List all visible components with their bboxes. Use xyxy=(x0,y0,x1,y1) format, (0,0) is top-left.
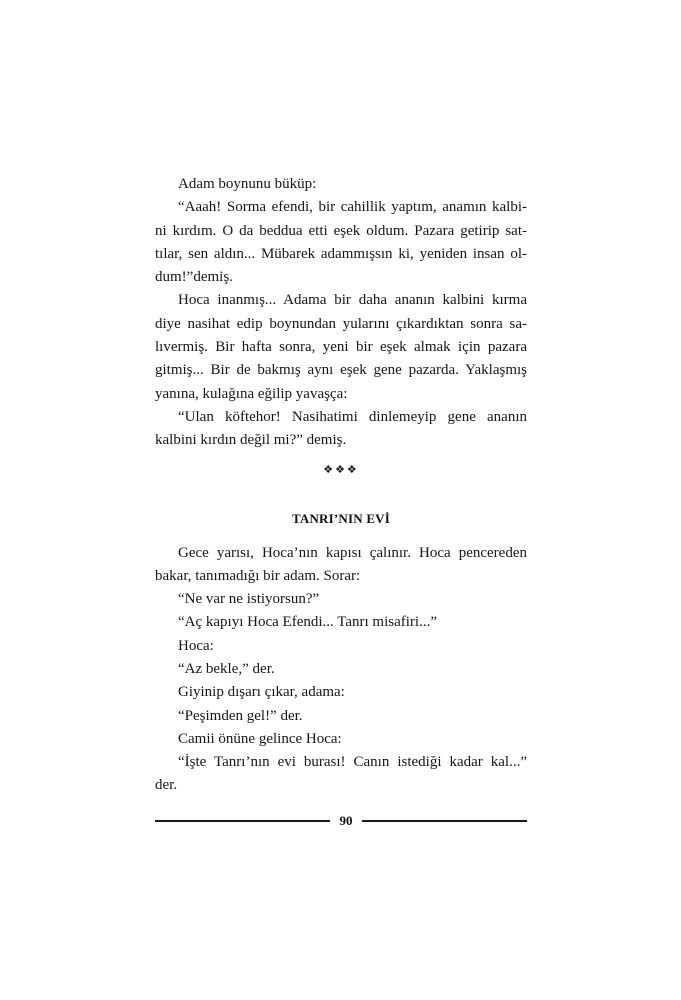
text-line: bakar, tanımadığı bir adam. Sorar: xyxy=(155,567,361,584)
text-line: kalbini kırdın değil mi?” demiş. xyxy=(155,432,347,449)
page-number: 90 xyxy=(339,813,353,828)
text-line: gitmiş... Bir de bakmış aynı eşek gene pazarda. Yaklaşmış xyxy=(155,362,527,379)
text-line: der. xyxy=(155,777,178,794)
text-line: diye nasihat edip boynundan yularını çıkardıktan sonra sa- xyxy=(155,315,527,332)
text-line: “Az bekle,” der. xyxy=(178,660,275,677)
story-section-1 xyxy=(155,173,527,453)
footer-rule-right xyxy=(362,820,527,822)
text-line: Hoca: xyxy=(178,637,214,654)
text-line: Adam boynunu büküp: xyxy=(178,176,317,192)
text-line: Gece yarısı, Hoca’nın kapısı çalınır. Hoca pencereden xyxy=(178,544,527,561)
story-section-2 xyxy=(155,542,527,798)
text-line: “Aaah! Sorma efendi, bir cahillik yaptım, anamın kalbi- xyxy=(178,199,527,216)
text-line: tılar, sen aldın... Mübarek adammışsın ki, yeniden insan ol- xyxy=(155,245,527,262)
text-line: Hoca inanmış... Adama bir daha ananın kalbini kırma xyxy=(178,292,527,309)
text-line: “Peşimden gel!” der. xyxy=(178,707,303,724)
text-line: Camii önüne gelince Hoca: xyxy=(178,730,342,747)
text-line: lıvermiş. Bir hafta sonra, yeni bir eşek almak için pazara xyxy=(155,339,527,356)
text-line: yanına, kulağına eğilip yavaşça: xyxy=(155,385,348,402)
text-line: Giyinip dışarı çıkar, adama: xyxy=(178,684,345,701)
text-line: ni kırdım. O da beddua etti eşek oldum. Pazara getirip sat- xyxy=(155,222,527,239)
text-line: “İşte Tanrı’nın evi burası! Canın istediği kadar kal...” xyxy=(178,754,527,771)
section-title: TANRI’NIN EVİ xyxy=(291,511,391,526)
text-line: dum!”demiş. xyxy=(155,269,233,286)
section-divider-ornament: ❖❖❖ xyxy=(323,463,359,476)
footer-rule-left xyxy=(155,820,330,822)
text-line: “Ulan köftehor! Nasihatimi dinlemeyip gene ananın xyxy=(178,408,527,425)
text-line: “Ne var ne istiyorsun?” xyxy=(178,591,320,608)
text-line: “Aç kapıyı Hoca Efendi... Tanrı misafiri...” xyxy=(178,614,437,631)
